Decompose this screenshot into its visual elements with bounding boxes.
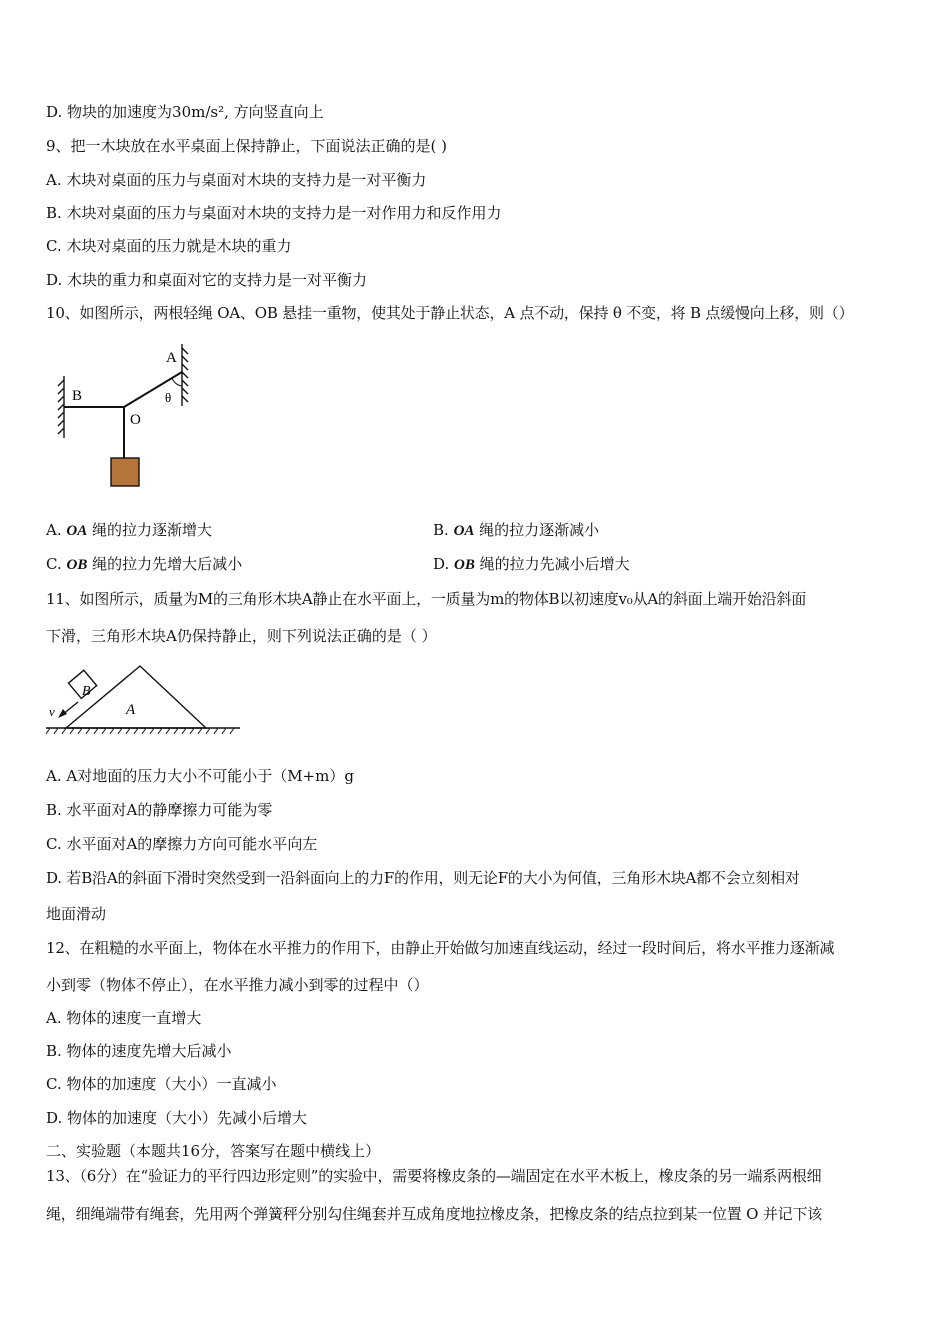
q11-option-a: A. A对地面的压力大小不可能小于（M+m）g [46, 767, 354, 785]
section-2-heading: 二、实验题（本题共16分，答案写在题中横线上） [46, 1142, 381, 1160]
q12-option-d: D. 物体的加速度（大小）先减小后增大 [46, 1109, 308, 1127]
rope-oa [124, 372, 182, 407]
q10-stem: 10、如图所示，两根轻绳 OA、OB 悬挂一重物，使其处于静止状态，A 点不动，保持 θ 不变，将 B 点缓慢向上移，则（） [46, 304, 854, 322]
q9-option-d: D. 木块的重力和桌面对它的支持力是一对平衡力 [46, 271, 368, 289]
velocity-arrowhead [58, 709, 67, 718]
q8-option-d: D. 物块的加速度为30m/s², 方向竖直向上 [46, 103, 324, 121]
left-wall-hatch [58, 376, 64, 438]
right-wall-hatch [182, 344, 188, 406]
q12-stem-line2: 小到零（物体不停止），在水平推力减小到零的过程中（） [46, 976, 429, 994]
q11-stem-line2: 下滑，三角形木块A仍保持静止，则下列说法正确的是（ ） [46, 627, 437, 645]
label-o: O [130, 412, 141, 428]
q9-option-b: B. 木块对桌面的压力与桌面对木块的支持力是一对作用力和反作用力 [46, 204, 502, 222]
q10-option-b: B. OA 绳的拉力逐渐减小 [433, 521, 600, 539]
label-a: A [166, 350, 177, 366]
label-theta: θ [165, 390, 172, 405]
q10-option-d: D. OB 绳的拉力先减小后增大 [433, 555, 630, 573]
q12-option-c: C. 物体的加速度（大小）一直减小 [46, 1075, 277, 1093]
hanging-block [111, 458, 139, 486]
q13-stem-line1: 13、（6分）在“验证力的平行四边形定则”的实验中，需要将橡皮条的—端固定在水平木板上，橡皮条的另一端系两根细 [46, 1167, 822, 1185]
q12-option-b: B. 物体的速度先增大后减小 [46, 1042, 232, 1060]
q11-option-c: C. 水平面对A的摩擦力方向可能水平向左 [46, 835, 318, 853]
label-b: B [82, 684, 91, 699]
q11-option-d-line1: D. 若B沿A的斜面下滑时突然受到一沿斜面向上的力F的作用，则无论F的大小为何值，三角形木块A都不会立刻相对 [46, 869, 800, 887]
q10-option-c: C. OB 绳的拉力先增大后减小 [46, 555, 243, 573]
label-a: A [126, 702, 136, 718]
theta-arc [172, 378, 182, 386]
q12-option-a: A. 物体的速度一直增大 [46, 1009, 202, 1027]
q11-option-d-line2: 地面滑动 [46, 905, 107, 923]
label-b: B [72, 388, 83, 404]
q11-option-b: B. 水平面对A的静摩擦力可能为零 [46, 801, 273, 819]
q9-stem: 9、把一木块放在水平桌面上保持静止，下面说法正确的是( ) [46, 137, 448, 155]
q10-option-a: A. OA 绳的拉力逐渐增大 [46, 521, 212, 539]
label-v: v [49, 704, 55, 719]
q13-stem-line2: 绳，细绳端带有绳套，先用两个弹簧秤分别勾住绳套并互成角度地拉橡皮条，把橡皮条的结点拉到某一位置 O 并记下该 [46, 1205, 823, 1223]
figure-q11-incline-diagram [44, 662, 244, 740]
q9-option-a: A. 木块对桌面的压力与桌面对木块的支持力是一对平衡力 [46, 171, 427, 189]
ground-hatch [46, 728, 234, 734]
figure-q10-rope-diagram [50, 340, 200, 492]
q11-stem-line1: 11、如图所示，质量为M的三角形木块A静止在水平面上，一质量为m的物体B以初速度v₀从A的斜面上端开始沿斜面 [46, 590, 807, 608]
q9-option-c: C. 木块对桌面的压力就是木块的重力 [46, 237, 292, 255]
q12-stem-line1: 12、在粗糙的水平面上，物体在水平推力的作用下，由静止开始做匀加速直线运动，经过一段时间后，将水平推力逐渐减 [46, 939, 835, 957]
